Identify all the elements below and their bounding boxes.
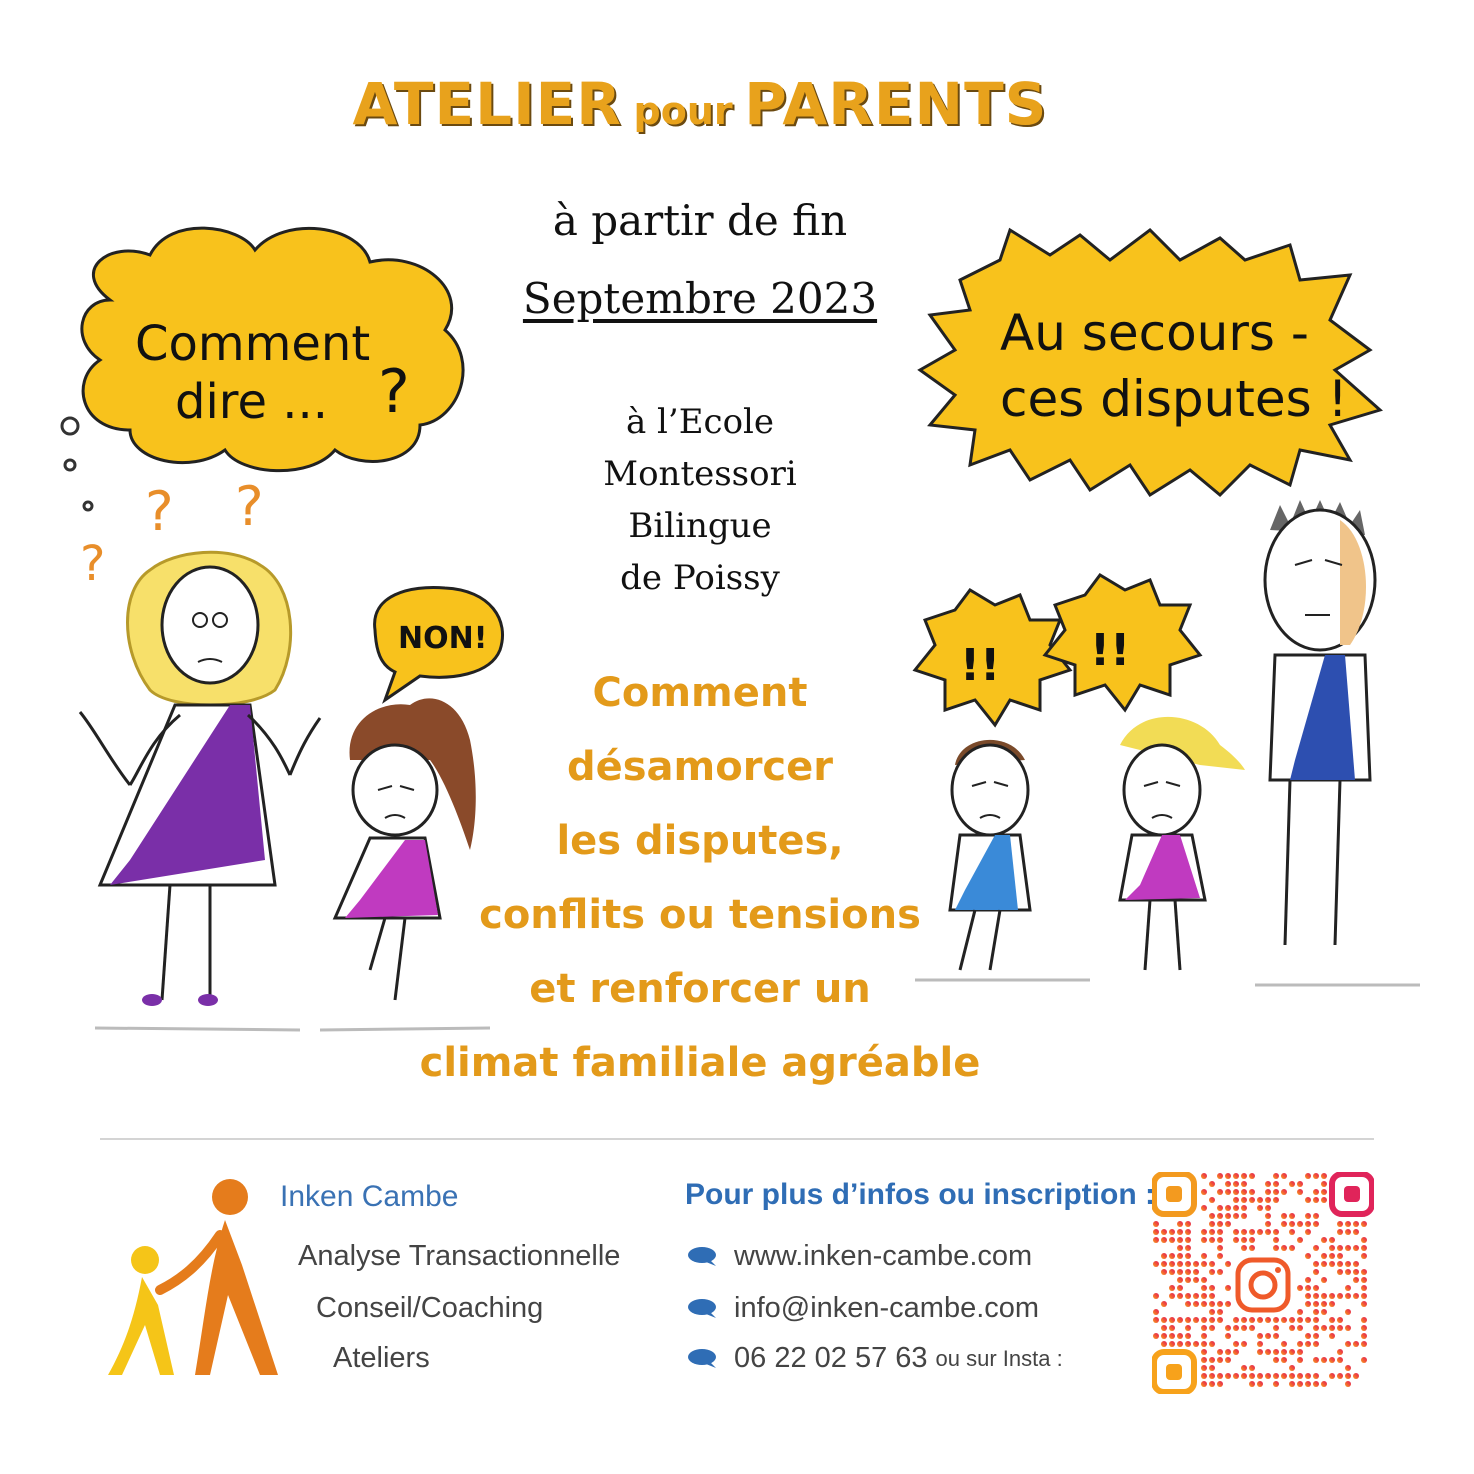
girl-face xyxy=(353,745,437,835)
chat-bubble-icon xyxy=(686,1348,718,1370)
bubble-left-line1: Comment xyxy=(135,316,371,372)
thought-dot xyxy=(65,460,75,470)
contact-website[interactable] xyxy=(686,1240,1032,1273)
thought-dot xyxy=(84,502,92,510)
bubble-right-line1: Au secours - xyxy=(1000,304,1309,362)
date-month-year: Septembre 2023 xyxy=(522,274,878,323)
question-mark: ? xyxy=(80,536,106,592)
website-text: www.inken-cambe.com xyxy=(734,1240,1033,1272)
location-line: à l’Ecole xyxy=(625,402,775,442)
chat-bubble-icon xyxy=(686,1298,718,1320)
title-pour: pour xyxy=(633,89,733,133)
kid2-bubble-text: !! xyxy=(1090,625,1131,676)
question-mark: ? xyxy=(145,480,174,543)
location-line: de Poissy xyxy=(620,558,780,598)
brand-line: Analyse Transactionnelle xyxy=(298,1240,621,1272)
bubble-left-line2: dire ... xyxy=(175,374,329,430)
kid1-face xyxy=(952,745,1028,835)
description-line: désamorcer xyxy=(566,744,833,790)
bubble-right-line2: ces disputes ! xyxy=(1000,370,1348,428)
contact-phone[interactable] xyxy=(686,1342,1063,1375)
brand-line: Ateliers xyxy=(333,1342,430,1374)
mother-face xyxy=(162,567,258,683)
description-line: les disputes, xyxy=(556,818,844,864)
title-atelier: ATELIER xyxy=(352,70,622,138)
location-line: Montessori xyxy=(603,454,797,494)
date-line1: à partir de fin xyxy=(552,196,848,245)
kid1-bubble-text: !! xyxy=(960,640,1001,691)
contact-title: Pour plus d’infos ou inscription : xyxy=(685,1178,1155,1211)
contact-email[interactable] xyxy=(686,1292,1039,1325)
illustration-left xyxy=(0,0,520,1060)
title-parents: PARENTS xyxy=(744,70,1048,138)
description-line: Comment xyxy=(592,670,808,716)
kid2-face xyxy=(1124,745,1200,835)
bubble-left-mark: ? xyxy=(378,357,410,427)
burst-bubble-right xyxy=(920,230,1380,495)
location-line: Bilingue xyxy=(628,506,772,546)
brand-name: Inken Cambe xyxy=(280,1180,459,1213)
brand-line: Conseil/Coaching xyxy=(316,1292,544,1324)
illustration-right xyxy=(900,220,1460,1020)
question-mark: ? xyxy=(235,475,264,538)
description-line: et renforcer un xyxy=(529,966,871,1012)
footer-divider xyxy=(100,1138,1374,1140)
instagram-qr-code[interactable] xyxy=(1152,1172,1374,1394)
thought-dot xyxy=(62,418,78,434)
phone-text: 06 22 02 57 63 xyxy=(734,1342,928,1374)
description-line: climat familiale agréable xyxy=(419,1040,981,1086)
email-text: info@inken-cambe.com xyxy=(734,1292,1040,1324)
chat-bubble-icon xyxy=(686,1246,718,1268)
description-line: conflits ou tensions xyxy=(479,892,921,938)
girl-bubble-text: NON! xyxy=(398,621,488,656)
insta-note: ou sur Insta : xyxy=(935,1345,1063,1371)
brand-logo xyxy=(100,1175,290,1385)
